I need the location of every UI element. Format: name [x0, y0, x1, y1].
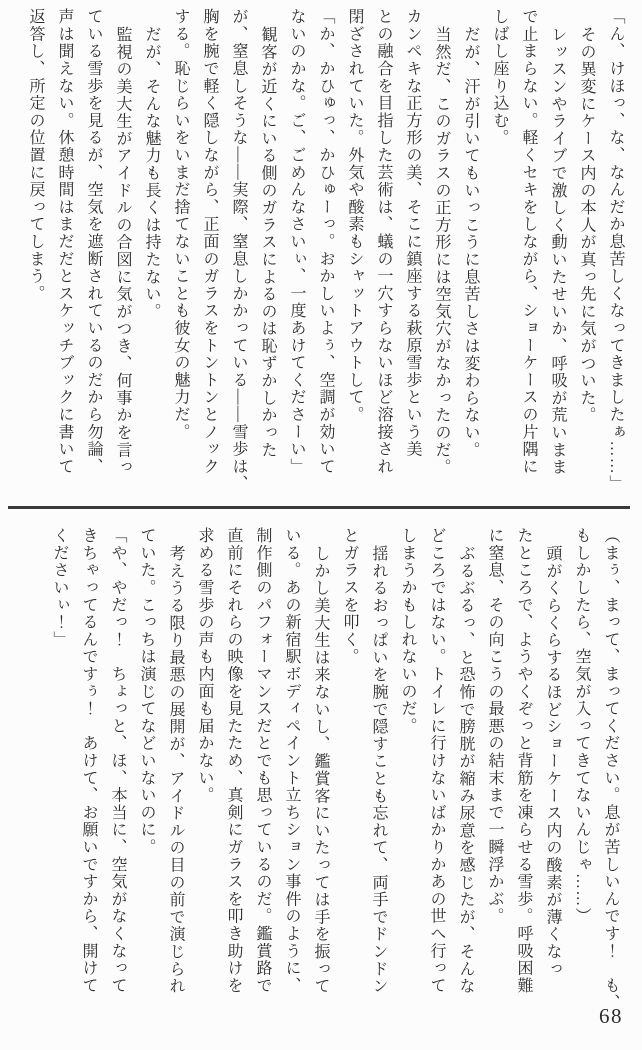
text-line: 求める雪歩の声も内面も届かない。	[196, 527, 213, 804]
text-line: 直前にそれらの映像を見たため、真剣にガラスを叩き助けを	[225, 527, 242, 995]
text-line: しばし座り込む。	[491, 8, 508, 147]
text-line: が、窒息しそうな——実際、窒息しかかっている——雪歩は、	[230, 8, 247, 493]
text-line: 「や、やだっ！ ちょっと、ほ、本当に、空気がなくなって	[109, 527, 126, 995]
text-line: しかし美大生は来ないし、鑑賞客にいたっては手を振って	[312, 544, 329, 995]
text-line: くださいぃ！」	[51, 527, 68, 649]
text-line: 揺れるおっぱいを腕で隠すことも忘れて、両手でドンドン	[370, 544, 387, 995]
text-line: きちゃってるんですぅ！ あけて、お願いですから、開けて	[80, 527, 97, 995]
text-line: レッスンやライブで激しく動いたせいか、呼吸が荒いまま	[549, 25, 566, 476]
text-line: 「ん、けほっ、な、なんだか息苦しくなってきましたぁ……」	[607, 8, 624, 493]
text-line: 監視の美大生がアイドルの合図に気がつき、何事かを言っ	[114, 25, 131, 476]
section-divider	[8, 506, 630, 509]
text-line: カンペキな正方形の美、そこに鎮座する萩原雪歩という美	[404, 8, 421, 458]
text-line: ていた。こっちは演じてなどいないのに。	[138, 527, 155, 856]
text-line: どころではない。トイレに行けないばかりかあの世へ行って	[428, 527, 445, 995]
text-line: ないのかな。ご、ごめんなさいぃ、一度あけてくださーい」	[288, 8, 305, 476]
text-line: （まぅ、まって、まってください。息が苦しいんです！ も、	[602, 527, 619, 1012]
text-line: で止まらない。軽くセキをしながら、ショーケースの片隅に	[520, 8, 537, 476]
text-line: その異変にケース内の本人が真っ先に気がついた。	[578, 25, 595, 424]
text-line: ぶるぶるっ、と恐怖で膀胱が縮み尿意を感じたが、そんな	[457, 544, 474, 995]
text-line: 返答し、所定の位置に戻ってしまう。	[27, 8, 44, 303]
text-line: 制作側のパフォーマンスだとでも思っているのだ。鑑賞路で	[254, 527, 271, 995]
text-line: 胸を腕で軽く隠しながら、正面のガラスをトントンとノック	[201, 8, 218, 476]
text-line: もしかしたら、空気が入ってきてないんじゃ……）	[573, 527, 590, 925]
text-line: 当然だ、このガラスの正方形には空気穴がなかったのだ。	[433, 25, 450, 476]
top-text-block	[21, 8, 630, 494]
bottom-text-block	[45, 527, 625, 1015]
text-line: 頭がくらくらするほどショーケース内の酸素が薄くなっ	[544, 544, 561, 977]
text-line: 声は聞えない。休憩時間はまだだとスケッチブックに書いて	[56, 8, 73, 476]
text-line: 観客が近くにいる側のガラスによるのは恥ずかしかった	[259, 25, 276, 458]
text-line: たところで、ようやくぞっと背筋を凍らせる雪歩。呼吸困難	[515, 527, 532, 995]
text-line: との融合を目指した芸術は、蟻の一穴すらないほど溶接され	[375, 8, 392, 476]
text-line: する。恥じらいをいまだ捨てないことも彼女の魅力だ。	[172, 8, 189, 441]
text-line: 「か、かひゅっ、かひゅーっ。おかしいよぅ、空調が効いて	[317, 8, 334, 476]
text-line: しまうかもしれないのだ。	[399, 527, 416, 735]
text-line: ている雪歩を見るが、空気を遮断されているのだから勿論、	[85, 8, 102, 476]
text-line: 考えうる限り最悪の展開が、アイドルの目の前で演じられ	[167, 544, 184, 995]
text-line: いる。あの新宿駅ボディペイント立ちション事件のように、	[283, 527, 300, 995]
text-line: だが、そんな魅力も長くは持たない。	[143, 25, 160, 320]
text-line: 閉ざされていた。外気や酸素もシャットアウトして。	[346, 8, 363, 424]
page-number: 68	[599, 1004, 623, 1028]
text-line: に窒息、その向こうの最悪の結末まで一瞬浮かぶ。	[486, 527, 503, 925]
text-line: とガラスを叩く。	[341, 527, 358, 666]
text-line: だが、汗が引いてもいっこうに息苦しさは変わらない。	[462, 25, 479, 458]
